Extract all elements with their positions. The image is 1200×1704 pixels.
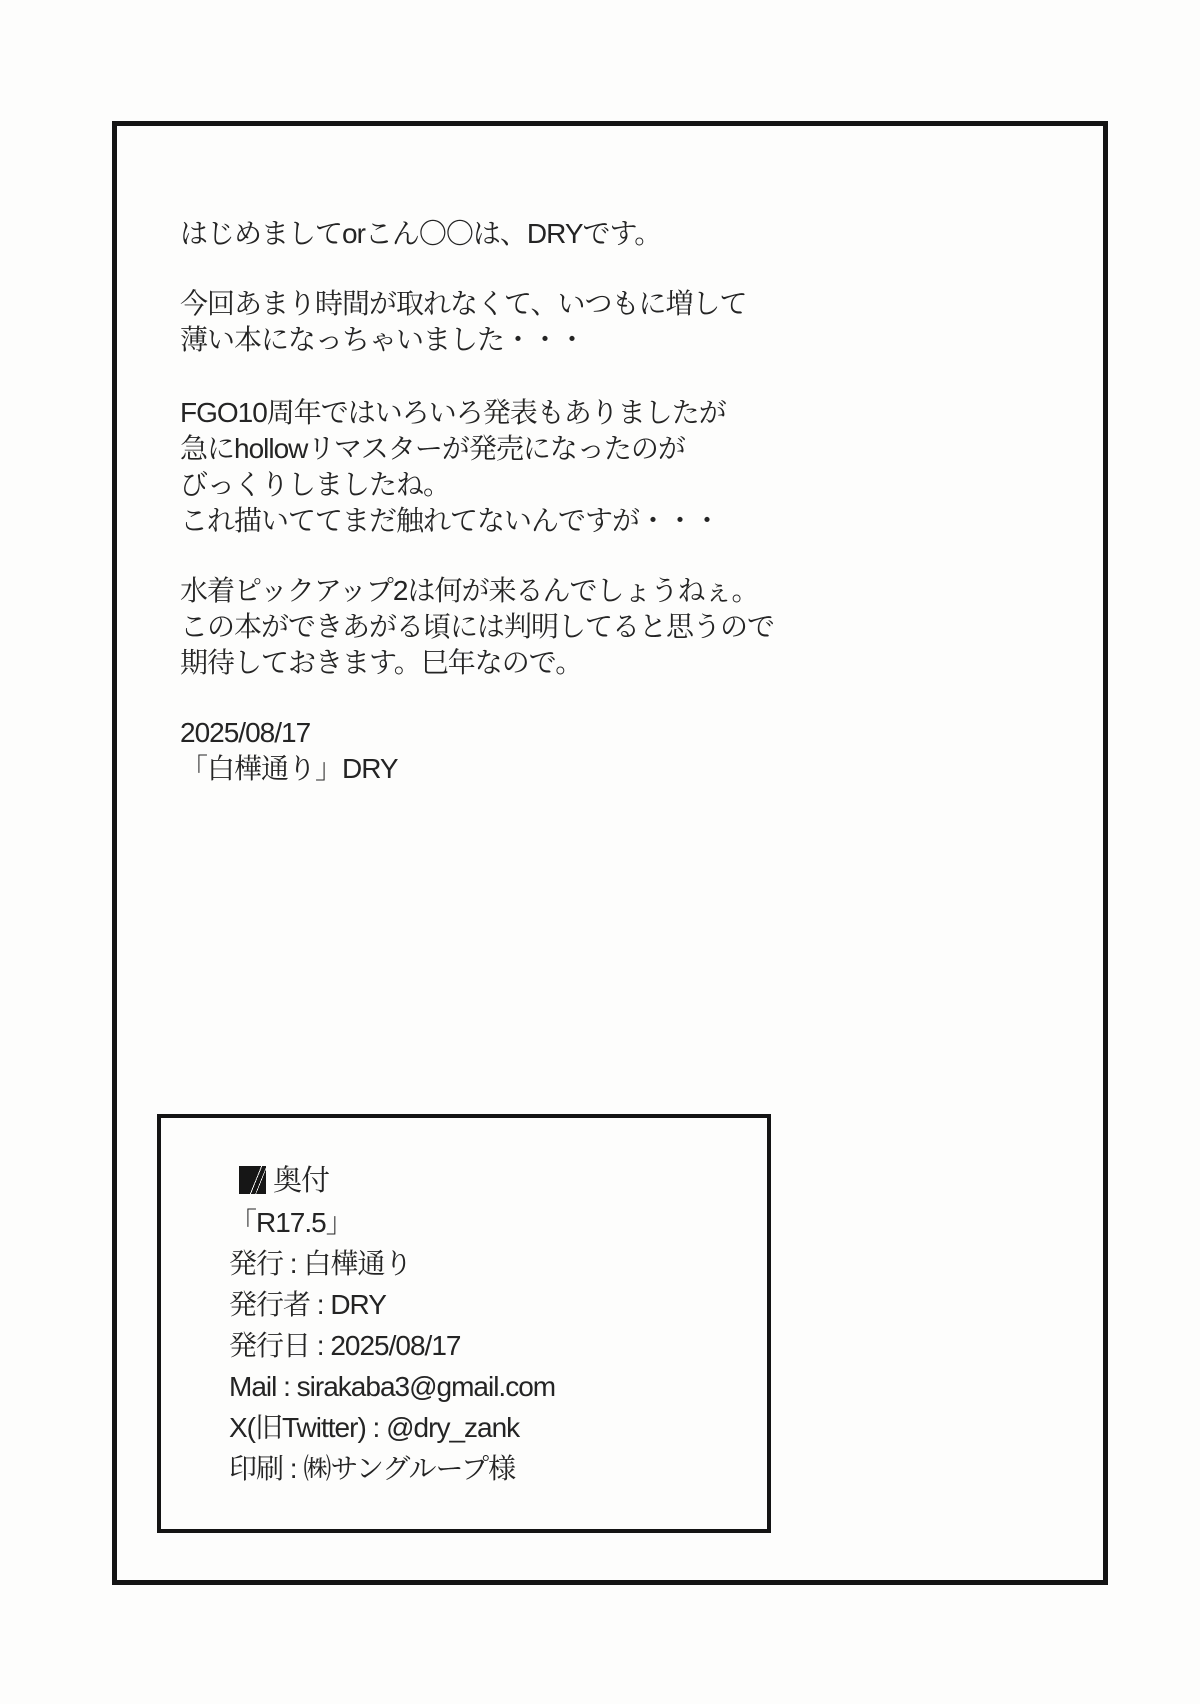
afterword-line: びっくりしましたね。 (180, 469, 451, 500)
colophon-publisher: 発行 : 白樺通り (229, 1248, 412, 1279)
afterword-paragraph-thin-book (180, 286, 746, 358)
afterword-line: 水着ピックアップ2は何が来るんでしょうねぇ。 (180, 575, 759, 606)
afterword-line: FGO10周年ではいろいろ発表もありましたが (180, 397, 726, 428)
colophon-date: 発行日 : 2025/08/17 (229, 1330, 461, 1361)
afterword-line: 薄い本になっちゃいました・・・ (180, 324, 586, 355)
afterword-paragraph-pickup (180, 573, 774, 681)
colophon-header-label: 奥付 (273, 1165, 330, 1197)
afterword-paragraph-greeting (180, 216, 661, 252)
colophon-author: 発行者 : DRY (229, 1289, 386, 1320)
afterword-line: 急にhollowリマスターが発売になったのが (180, 433, 685, 464)
colophon-details (229, 1202, 555, 1489)
afterword-line: これ描いててまだ触れてないんですが・・・ (180, 505, 721, 536)
signature-date: 2025/08/17 (180, 717, 311, 748)
colophon-mail: Mail : sirakaba3@gmail.com (229, 1371, 556, 1402)
afterword-line: この本ができあがる頃には判明してると思うので (180, 611, 775, 642)
colophon-twitter: X(旧Twitter) : @dry_zank (229, 1412, 520, 1443)
afterword-paragraph-fgo (180, 395, 726, 539)
colophon-printer: 印刷 : ㈱サングループ様 (229, 1453, 516, 1484)
afterword-line: 今回あまり時間が取れなくて、いつもに増して (180, 288, 747, 319)
afterword-line: はじめましてorこん〇〇は、DRYです。 (180, 218, 662, 249)
colophon-box (157, 1114, 771, 1533)
colophon-header (239, 1158, 329, 1199)
signature-circle-name: 「白樺通り」DRY (180, 753, 398, 784)
afterword-line: 期待しておきます。巳年なので。 (180, 647, 583, 678)
colophon-title: 「R17.5」 (229, 1207, 353, 1238)
filled-square-icon (239, 1166, 266, 1194)
afterword-signature (180, 715, 398, 787)
